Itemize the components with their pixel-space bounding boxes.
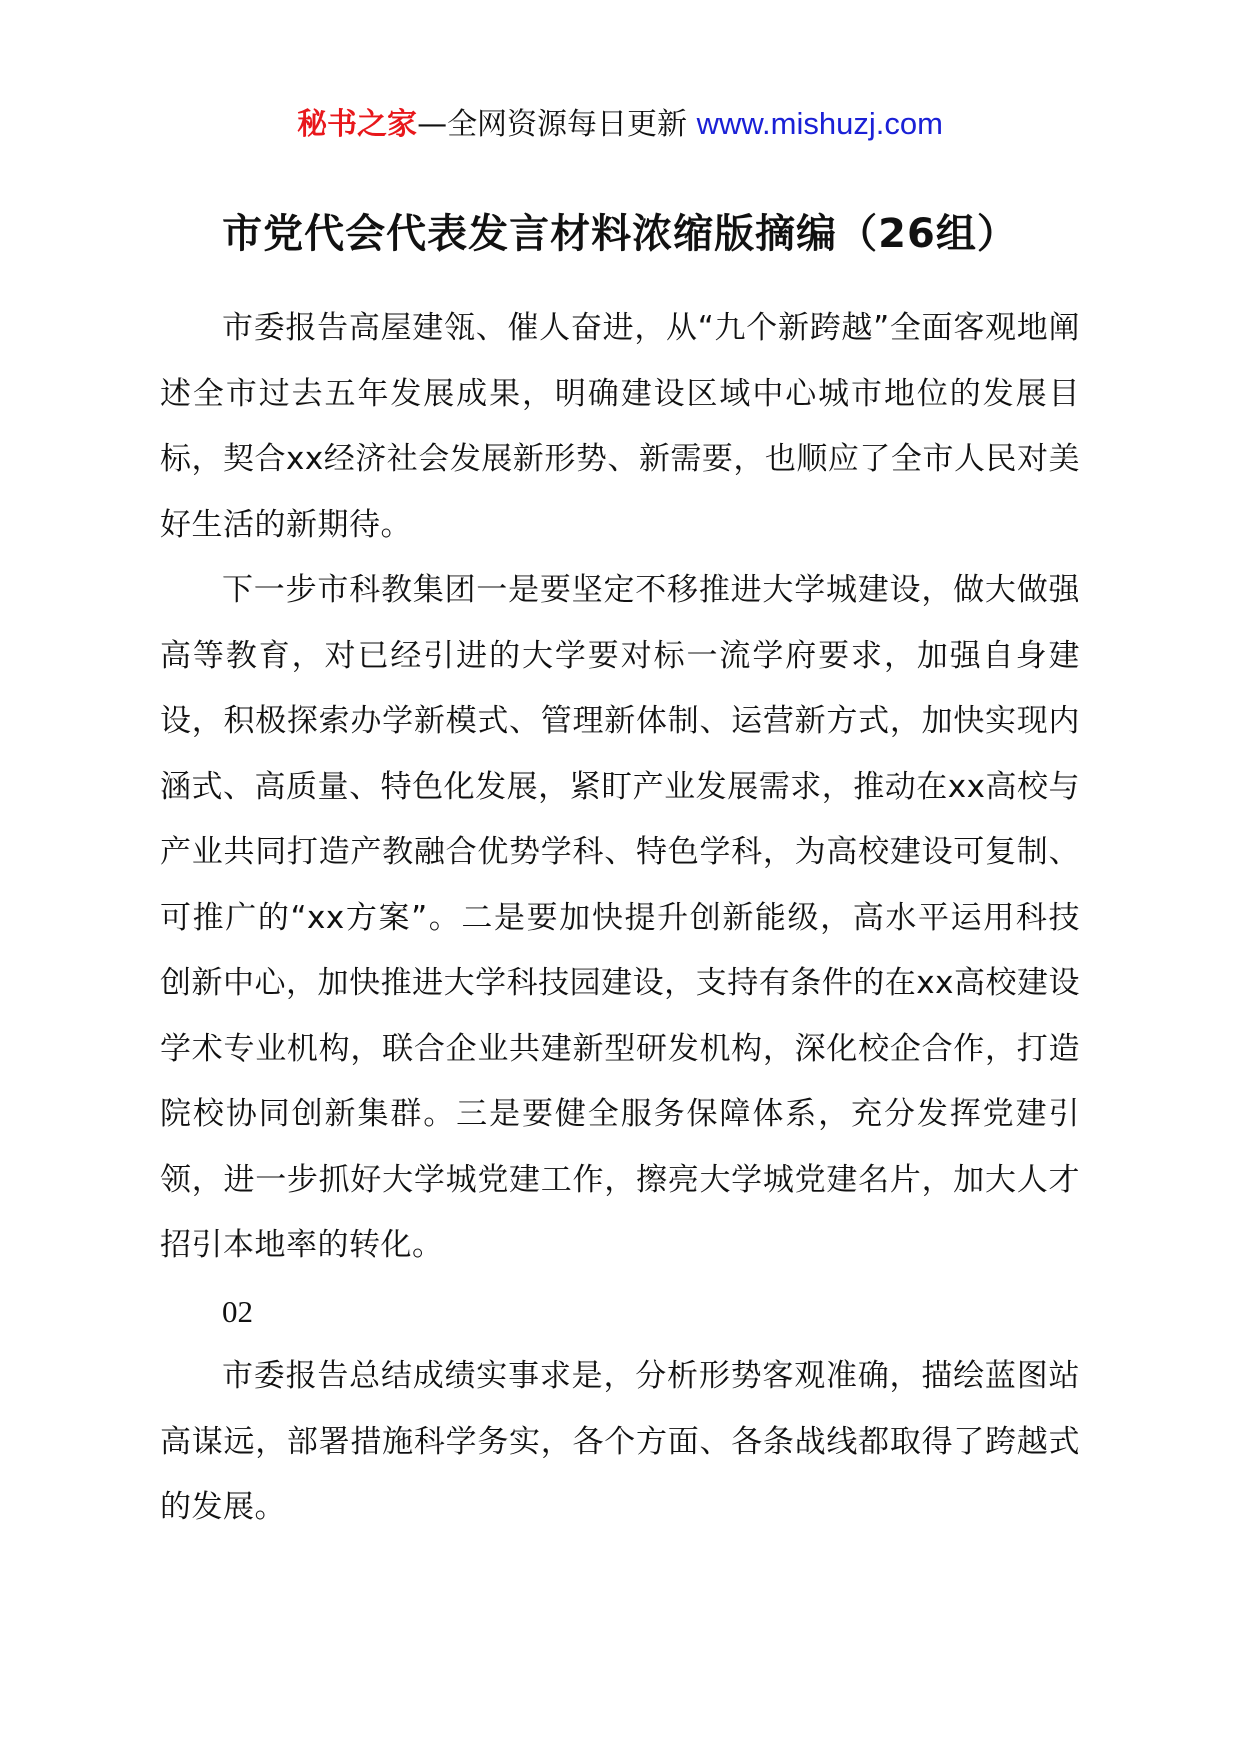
section-number: 02 [222,1293,253,1329]
body-paragraph: 市委报告总结成绩实事求是，分析形势客观准确，描绘蓝图站高谋远，部署措施科学务实，各个方面、各条战线都取得了跨越式的发展。 [160,1358,1080,1525]
site-tagline: —全网资源每日更新 [417,107,697,142]
document-title: 市党代会代表发言材料浓缩版摘编（26组） [222,211,1018,257]
site-header [0,98,1240,151]
site-url-link[interactable]: www.mishuzj.com [696,106,943,141]
body-paragraph: 下一步市科教集团一是要坚定不移推进大学城建设，做大做强高等教育，对已经引进的大学要对标一流学府要求，加强自身建设，积极探索办学新模式、管理新体制、运营新方式，加快实现内涵式、高质量、特色化发展，紧盯产业发展需求，推动在xx高校与产业共同打造产教融合优势学科、特色学科，为高校建设可复制、可推广的“xx方案”。二是要加快提升创新能级，高水平运用科技创新中心，加快推进大学科技园建设，支持有条件的在xx高校建设学术专业机构，联合企业共建新型研发机构，深化校企合作，打造院校协同创新集群。三是要健全服务保障体系，充分发挥党建引领，进一步抓好大学城党建工作，擦亮大学城党建名片，加大人才招引本地率的转化。 [160,572,1080,1263]
document-body [160,296,1080,1541]
body-paragraph: 市委报告高屋建瓴、催人奋进，从“九个新跨越”全面客观地阐述全市过去五年发展成果，明确建设区域中心城市地位的发展目标，契合xx经济社会发展新形势、新需要，也顺应了全市人民对美好生活的新期待。 [160,310,1080,543]
site-brand: 秘书之家 [297,107,418,142]
